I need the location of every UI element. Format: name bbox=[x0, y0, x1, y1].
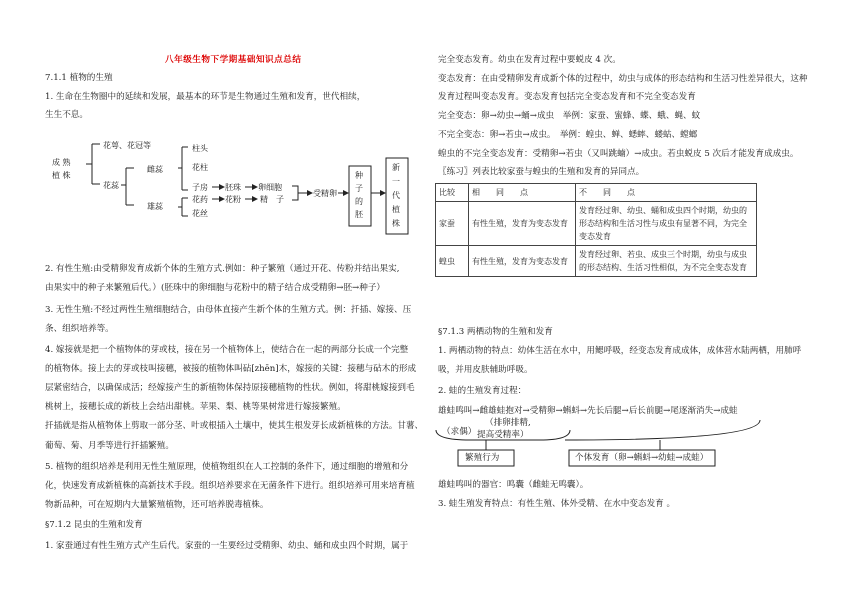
diagram-stamen-pistil: 花蕊 bbox=[103, 181, 119, 190]
section-heading: §7.1.3 两栖动物的生殖和发育 bbox=[438, 327, 553, 337]
paragraph-line: 物新品种，可在短期内大量繁殖植物，还可培养脱毒植株。 bbox=[45, 500, 269, 510]
section-heading: 7.1.1 植物的生殖 bbox=[45, 73, 113, 83]
page-title: 八年级生物下学期基础知识点总结 bbox=[165, 55, 302, 65]
paragraph-line: 5. 植物的组织培养是利用无性生殖原理，使植物组织在人工控制的条件下，通过细胞的增殖和分 bbox=[45, 462, 409, 472]
diagram-seed-embryo: 种 bbox=[355, 171, 363, 180]
table-header-cell: 相 同 点 bbox=[469, 184, 576, 202]
paragraph-line: 桃树上，接穗长成的新枝上会结出甜桃。苹果、梨、桃等果树常进行嫁接繁殖。 bbox=[45, 402, 346, 412]
paragraph-line: 1. 家蚕通过有性生殖方式产生后代。家蚕的一生要经过受精卵、幼虫、蛹和成虫四个时期，属于 bbox=[45, 541, 409, 551]
paragraph-line: 1. 两栖动物的特点：幼体生活在水中，用鳃呼吸，经变态发育成成体，成体营水陆两栖，用肺呼 bbox=[438, 346, 802, 356]
diagram-pistil: 雌蕊 bbox=[147, 165, 163, 174]
paragraph-line: 1. 生命在生物圈中的延续和发展，最基本的环节是生物通过生殖和发育，世代相续， bbox=[45, 92, 366, 102]
diagram-flower-parts: 花萼、花冠等 bbox=[103, 141, 151, 150]
comparison-table bbox=[435, 183, 757, 277]
table-cell: 发育经过卵、若虫、成虫三个时期，幼虫与成虫的形态结构、生活习性相似，为不完全变态发育 bbox=[576, 246, 757, 277]
diagram-new-plant: 新 bbox=[392, 163, 400, 172]
paragraph-line: 化，快速发育成新植株的高新技术手段。组织培养要求在无菌条件下进行。组织培养可用来培育植 bbox=[45, 481, 415, 491]
diagram-ovary: 子房 bbox=[192, 183, 208, 192]
diagram-new-plant-5: 株 bbox=[392, 219, 400, 228]
diagram-style: 花柱 bbox=[192, 163, 208, 172]
annotation-line: （求偶） bbox=[442, 427, 477, 437]
paragraph-line: 3. 蛙生殖发育特点：有性生殖、体外受精、在水中变态发育 。 bbox=[438, 499, 676, 509]
paragraph-line: 4. 嫁接就是把一个植物体的芽或枝，接在另一个植物体上，使结合在一起的两部分长成一个完整 bbox=[45, 345, 409, 355]
paragraph-line: 发育过程叫变态发育。变态发育包括完全变态发育和不完全变态发育 bbox=[438, 92, 696, 102]
paragraph-line: 蝗虫的不完全变态发育：受精卵→若虫（又叫跳蝻）→成虫。若虫蜕皮 5 次后才能发育成成虫。 bbox=[438, 149, 799, 159]
diagram-sperm: 精 子 bbox=[260, 195, 284, 204]
diagram-new-plant-2: 一 bbox=[392, 177, 400, 186]
diagram-zygote: 受精卵 bbox=[313, 189, 337, 198]
diagram-seed-embryo-4: 胚 bbox=[355, 210, 363, 219]
section-heading: §7.1.2 昆虫的生殖和发育 bbox=[45, 520, 143, 530]
table-cell: 有性生殖，发育为变态发育 bbox=[469, 246, 576, 277]
table-header-row bbox=[436, 184, 757, 202]
diagram-egg: 卵细胞 bbox=[258, 183, 282, 192]
paragraph-line: 生生不息。 bbox=[45, 110, 88, 120]
diagram-new-plant-4: 植 bbox=[392, 205, 400, 214]
individual-development-box: 个体发育（卵→蝌蚪→幼蛙→成蛙） bbox=[575, 453, 709, 463]
paragraph-line: 层紧密结合，以确保成活；经嫁接产生的新植物体保持原接穗植物的性状。例如，将甜桃嫁接到毛 bbox=[45, 383, 415, 393]
diagram-root-2: 植 株 bbox=[52, 171, 71, 180]
diagram-stamen: 雄蕊 bbox=[147, 202, 163, 211]
table-header-cell: 比较 bbox=[436, 184, 469, 202]
table-cell: 蝗虫 bbox=[436, 246, 469, 277]
paragraph-line: 葡萄、菊、月季等进行扦插繁殖。 bbox=[45, 441, 174, 451]
paragraph-line: 雄蛙鸣叫→雌雄蛙抱对→受精卵→蝌蚪→先长后腿→后长前腿→尾逐渐消失→成蛙 bbox=[438, 406, 738, 416]
table-cell: 家蚕 bbox=[436, 202, 469, 246]
paragraph-line: 不完全变态：卵→若虫→成虫。 举例：蝗虫、蝉、蟋蟀、蝼蛄、螳螂 bbox=[438, 130, 698, 140]
paragraph-line: 条、组织培养等。 bbox=[45, 324, 114, 334]
annotation-line: 提高受精率） bbox=[477, 430, 529, 440]
paragraph-line: 完全变态：卵→幼虫→蛹→成虫 举例：家蚕、蜜蜂、蝶、蛾、蝇、蚊 bbox=[438, 111, 701, 121]
diagram-seed-embryo-3: 的 bbox=[355, 197, 363, 206]
paragraph-line: 2. 蛙的生殖发育过程： bbox=[438, 386, 527, 396]
paragraph-line: 〖练习〗列表比较家蚕与蝗虫的生殖和发育的异同点。 bbox=[438, 167, 645, 177]
paragraph-line: 3. 无性生殖:不经过两性生殖细胞结合，由母体直接产生新个体的生殖方式。例：扦插、嫁接、压 bbox=[45, 305, 412, 315]
paragraph-line: 由果实中的种子来繁殖后代。）(胚珠中的卵细胞与花粉中的精子结合成受精卵→胚→种子） bbox=[45, 283, 386, 293]
reproduction-behavior-box: 繁殖行为 bbox=[465, 453, 500, 463]
paragraph-line: 雄蛙鸣叫的器官：鸣囊（雌蛙无鸣囊）。 bbox=[438, 480, 589, 490]
diagram-ovule: 胚珠 bbox=[225, 183, 241, 192]
diagram-anther: 花药 bbox=[192, 195, 208, 204]
diagram-new-plant-3: 代 bbox=[392, 191, 400, 200]
paragraph-line: 扦插就是指从植物体上剪取一部分茎、叶或根插入土壤中，使其生根发芽长成新植株的方法。甘薯、 bbox=[45, 421, 424, 431]
paragraph-line: 变态发育：在由受精卵发育成新个体的过程中，幼虫与成体的形态结构和生活习性差异很大，这种 bbox=[438, 74, 808, 84]
annotation-line: （排卵排精, bbox=[485, 418, 531, 428]
diagram-pollen: 花粉 bbox=[225, 195, 241, 204]
diagram-root-1: 成 熟 bbox=[52, 158, 71, 167]
diagram-filament: 花丝 bbox=[192, 209, 208, 218]
paragraph-line: 2. 有性生殖:由受精卵发育成新个体的生殖方式.例如：种子繁殖（通过开花、传粉并结出果实, bbox=[45, 264, 400, 274]
table-row bbox=[436, 246, 757, 277]
table-row bbox=[436, 202, 757, 246]
table-header-cell: 不 同 点 bbox=[576, 184, 757, 202]
table-cell: 发育经过卵、幼虫、蛹和成虫四个时期，幼虫的形态结构和生活习性与成虫有显著不同，为完全变态发育 bbox=[576, 202, 757, 246]
paragraph-line: 完全变态发育。幼虫在发育过程中要蜕皮 4 次。 bbox=[438, 55, 621, 65]
paragraph-line: 吸，并用皮肤辅助呼吸。 bbox=[438, 365, 533, 375]
diagram-stigma: 柱头 bbox=[192, 144, 208, 153]
paragraph-line: 的植物体。接上去的芽或枝叫接穗，被接的植物体叫砧[zhēn]木，嫁接的关键：接穗与砧木的形成 bbox=[45, 364, 417, 374]
table-cell: 有性生殖，发育为变态发育 bbox=[469, 202, 576, 246]
diagram-seed-embryo-2: 子 bbox=[355, 184, 363, 193]
